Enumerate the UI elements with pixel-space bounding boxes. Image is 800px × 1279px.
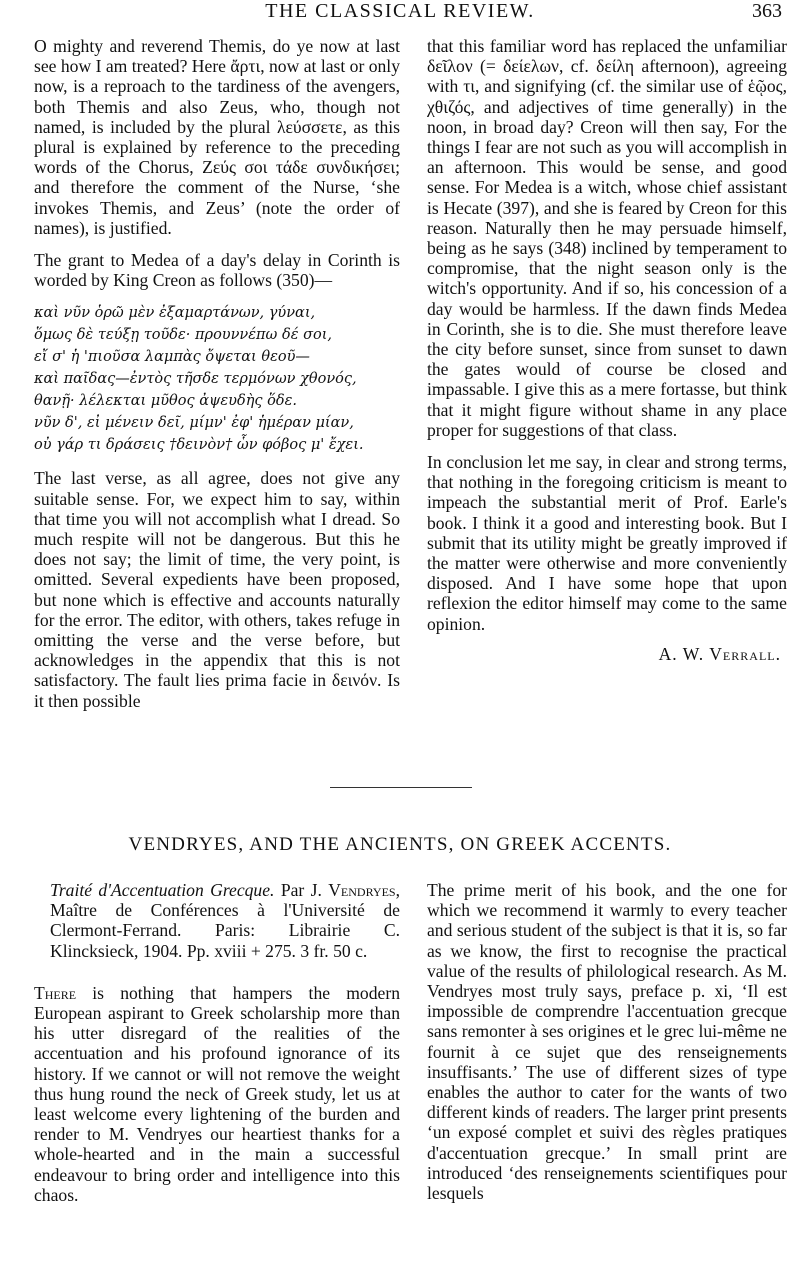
paragraph-opening <box>34 983 400 1205</box>
article-title: VENDRYES, AND THE ANCIENTS, ON GREEK ACCENTS. <box>128 834 672 855</box>
citation-book-title: Traité d'Accentuation Grecque. <box>50 880 275 900</box>
paragraph-creon-grant: The grant to Medea of a day's delay in Corinth is worded by King Creon as follows (350)— <box>34 250 400 291</box>
verse-line: νῦν δ', εἰ μένειν δεῖ, μίμν' ἐφ' ἡμέραν μίαν, <box>34 415 354 432</box>
verse-line: οὐ γάρ τι δράσεις †δεινὸν† ὧν φόβος μ' ἔχει. <box>34 437 364 454</box>
running-title: THE CLASSICAL REVIEW. <box>265 0 535 22</box>
verse-line: θανῇ· λέλεκται μῦθος ἀψευδὴς ὅδε. <box>34 393 297 410</box>
paragraph-conclusion: In conclusion let me say, in clear and strong terms, that nothing in the foregoing criticism is meant to impeach the substantial merit of Prof. Earle's book. I think it a good and interesting book. But I submit that its utility might be greatly improved if the matter were otherwise and more conveniently disposed. And I have some hope that upon reflexion the editor himself may come to the same opinion. <box>427 452 787 634</box>
verse-line: καὶ νῦν ὁρῶ μὲν ἐξαμαρτάνων, γύναι, <box>34 305 316 322</box>
paragraph-prime-merit: The prime merit of his book, and the one for which we recommend it warmly to every teacher and serious student of the subject is that it is, so far as we know, the first to recognise the practical value of the results of philological research. As M. Vendryes most truly says, preface p. xi, ‘Il est impossible de comprendre l'accentuation grecque sans remonter à ses origines et le grec lui-même ne fournit à ce sujet que des renseignements insuffisants.’ The use of different sizes of type enables the author to cater for the wants of two different kinds of readers. The larger print presents ‘un exposé complet et suivi des règles pratiques d'accentuation grecque.’ In small print are introduced ‘des renseignements scientifiques pour lesquels <box>427 880 787 1204</box>
signature-name: A. W. Verrall. <box>658 643 781 664</box>
paragraph-themis: O mighty and reverend Themis, do ye now at last see how I am treated? Here ἄρτι, now at last or only now, is a reproach to the tardiness of the avengers, both Themis and also Zeus, who, though not named, is included by the plural λεύσσετε, as this plural is explained by reference to the preceding words of the Chorus, Ζεύς σοι τάδε συνδικήσει; and therefore the comment of the Nurse, ‘she invokes Themis, and Zeus’ (note the order of names), is justified. <box>34 36 400 238</box>
citation-details: Maître de Conférences à l'Université de Clermont-Ferrand. Paris: Librairie C. Klincksieck, 1904. Pp. xviii + 275. 3 fr. 50 c. <box>50 900 400 961</box>
running-header <box>0 0 800 30</box>
author-signature <box>427 644 787 664</box>
greek-verse-block <box>34 302 400 456</box>
opening-text: is nothing that hampers the modern European aspirant to Greek scholarship more than his utter disregard of the realities of the accentuation and his profound ignorance of its history. If we cannot or will not remove the weight thus hung round the neck of Greek study, let us at least welcome every lightening of the burden and render to M. Vendryes our heartiest thanks for a whole-hearted and in the main a successful endeavour to bring order and intelligence into this chaos. <box>34 982 400 1205</box>
citation-by: Par J. <box>280 880 322 900</box>
book-citation <box>34 880 400 961</box>
paragraph-deilon: that this familiar word has replaced the unfamiliar δεῖλον (= δείελων, cf. δείλη afternoon), agreeing with τι, and signifying (cf. the similar use of ἑῷος, χθιζός, and adjectives of time generally) in the noon, in broad day? Creon will then say, For the things I fear are not such as you will accomplish in an afternoon. This would be sense, and good sense. For Medea is a witch, whose chief assistant is Hecate (397), and she is feared by Creon for this reason. Naturally then he may persuade himself, being as he says (348) inclined by temperament to compromise, that the night season only is the witch's opportunity. And if so, his concession of a day would be harmless. If the dawn finds Medea in Corinth, she is to die. She must therefore leave the city before sunset, since from sunset to dawn the gates would of course be closed and impassable. I give this as a mere fortasse, but think that it might figure without shame in any place proper for suggestions of that class. <box>427 36 787 440</box>
column-left-lower <box>34 880 400 1217</box>
column-right-lower <box>427 880 787 1215</box>
page-number: 363 <box>752 0 782 22</box>
section-divider <box>330 787 472 788</box>
verse-line: καὶ παῖδας—ἐντὸς τῆσδε τερμόνων χθονός, <box>34 371 357 388</box>
citation-author: Vendryes, <box>328 880 400 900</box>
paragraph-last-verse: The last verse, as all agree, does not give any suitable sense. For, we expect him to say, within that time you will not accomplish what I dread. So much respite will not be dangerous. But this he does not say; the limit of time, the very point, is omitted. Several expedients have been proposed, but none which is effective and accounts naturally for the error. The editor, with others, takes refuge in omitting the verse and the verse before, but acknowledges in the appendix that this is not satisfactory. The fault lies prima facie in δεινόν. Is it then possible <box>34 468 400 711</box>
verse-line: ὅμως δὲ τεύξῃ τοῦδε· προυννέπω δέ σοι, <box>34 327 333 344</box>
column-right-upper <box>427 36 787 664</box>
opening-word: There <box>34 982 77 1003</box>
verse-line: εἴ σ' ἡ 'πιοῦσα λαμπὰς ὄψεται θεοῦ— <box>34 349 310 366</box>
column-left-upper <box>34 36 400 723</box>
